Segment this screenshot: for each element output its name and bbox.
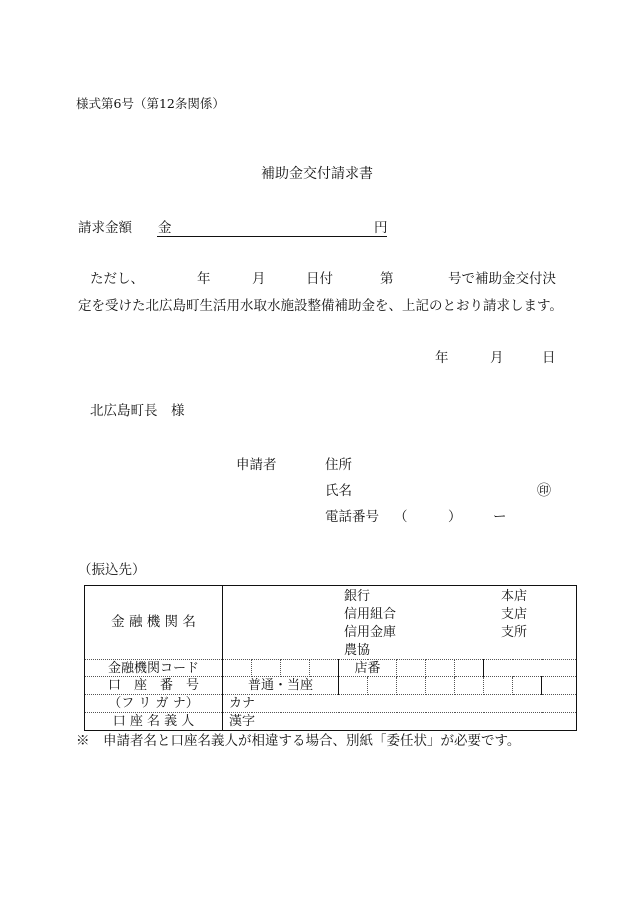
kana-label: カナ [229, 696, 256, 711]
code-digit-1[interactable] [223, 660, 252, 677]
code-digit-4[interactable] [310, 660, 339, 677]
amount-label: 請求金額 [78, 220, 132, 236]
amount-prefix: 金 [158, 220, 172, 236]
holder-label: 口 座 名 義 人 [85, 713, 223, 731]
branch-digit-3[interactable] [455, 660, 484, 677]
account-digit-4[interactable] [426, 677, 455, 695]
date-day: 日 [542, 350, 556, 366]
phone-label: 電話番号 [325, 509, 379, 525]
body-month: 月 [252, 271, 266, 287]
type-nokyo: 農協 [344, 643, 371, 658]
furigana-label: （フ リ ガ ナ） [85, 695, 223, 713]
address-input[interactable] [360, 456, 550, 472]
institution-label: 金 融 機 関 名 [85, 586, 223, 660]
addressee: 北広島町長 様 [90, 403, 185, 419]
phone-paren-open: （ [394, 509, 408, 525]
body-year: 年 [197, 271, 211, 287]
note: ※ 申請者名と口座名義人が相違する場合、別紙「委任状」が必要です。 [76, 733, 521, 749]
name-label: 氏名 [325, 483, 352, 499]
type-credit-union: 信用組合 [344, 607, 397, 622]
amount-underline [157, 236, 387, 237]
branch-branch: 支店 [501, 607, 528, 622]
code-label: 金融機関コード [85, 660, 223, 677]
form-number: 様式第6号（第12条関係） [76, 96, 225, 111]
branch-no-label: 店番 [339, 660, 397, 677]
date-year: 年 [435, 350, 449, 366]
body-line2: 定を受けた北広島町生活用水取水施設整備補助金を、上記のとおり請求します。 [78, 298, 563, 314]
account-label: 口 座 番 号 [85, 677, 223, 695]
kana-input[interactable] [223, 695, 577, 713]
amount-suffix: 円 [374, 220, 388, 236]
branch-head-office: 本店 [501, 589, 528, 604]
transfer-heading: （振込先） [78, 562, 146, 578]
amount-input[interactable] [176, 220, 366, 236]
body-line1-start: ただし、 [90, 271, 144, 287]
branch-sub: 支所 [501, 625, 528, 640]
account-digit-6[interactable] [484, 677, 513, 695]
account-digit-3[interactable] [397, 677, 426, 695]
account-type[interactable]: 普通・当座 [223, 677, 339, 695]
date-month: 月 [490, 350, 504, 366]
branch-digit-1[interactable] [397, 660, 426, 677]
branch-digit-2[interactable] [426, 660, 455, 677]
body-line1-end: 号で補助金交付決 [448, 271, 556, 287]
phone-paren-close: ） [448, 509, 462, 525]
name-input[interactable] [360, 482, 530, 498]
account-digit-5[interactable] [455, 677, 484, 695]
account-digit-2[interactable] [368, 677, 397, 695]
kanji-input[interactable] [223, 713, 577, 731]
body-dai: 第 [380, 271, 394, 287]
code-digit-2[interactable] [252, 660, 281, 677]
account-digit-1[interactable] [339, 677, 368, 695]
phone-input[interactable] [410, 508, 530, 524]
type-bank: 銀行 [344, 589, 371, 604]
account-digit-7[interactable] [513, 677, 542, 695]
phone-dash: ー [493, 509, 507, 525]
address-label: 住所 [325, 457, 352, 473]
applicant-label: 申請者 [236, 457, 277, 473]
institution-cell[interactable] [223, 586, 577, 660]
code-digit-3[interactable] [281, 660, 310, 677]
bank-table [84, 585, 577, 731]
seal-mark: ㊞ [537, 483, 551, 499]
kanji-label: 漢字 [229, 714, 256, 729]
type-shinkin: 信用金庫 [344, 625, 397, 640]
body-date-suffix: 日付 [306, 271, 333, 287]
page-title: 補助金交付請求書 [261, 166, 373, 182]
